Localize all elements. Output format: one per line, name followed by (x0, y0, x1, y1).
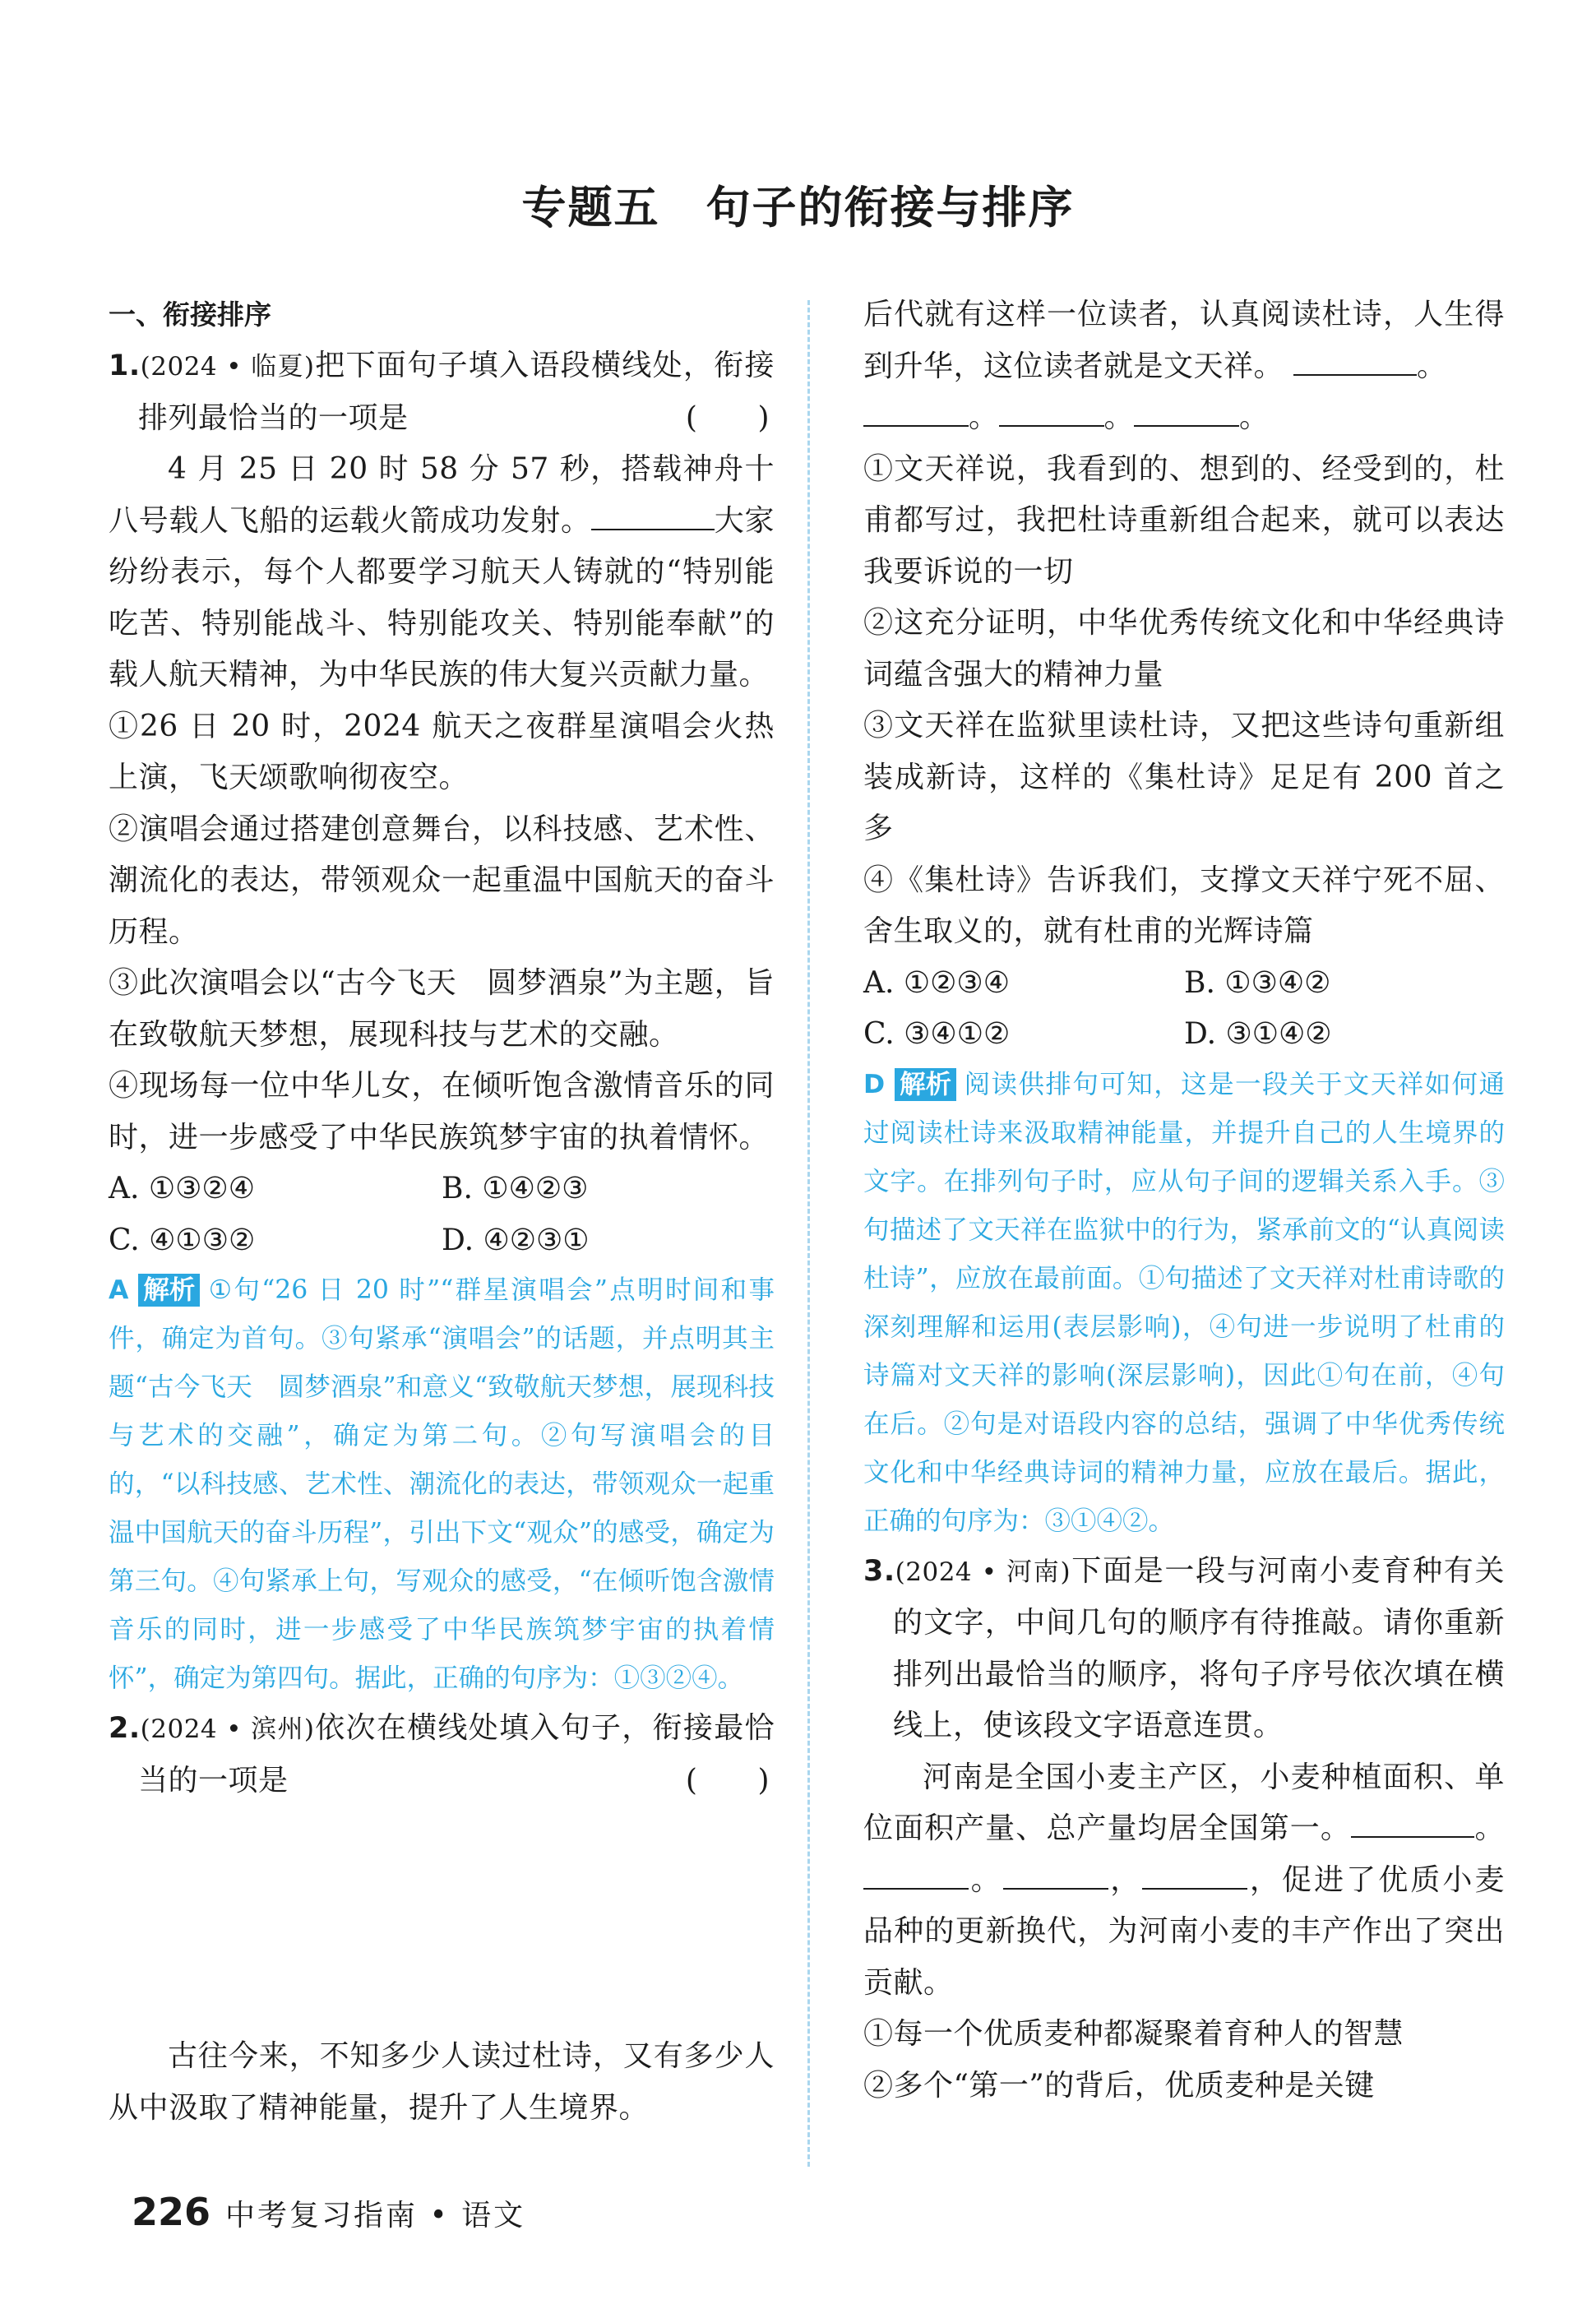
q2-blank-2[interactable] (999, 400, 1104, 427)
question-2 (109, 1703, 775, 1807)
q3-stem-line (863, 1546, 1505, 1752)
q2-passage-tail: 后代就有这样一位读者，认真阅读杜诗，人生得到升华，这位读者就是文天祥。 (863, 298, 1505, 383)
q2-passage-text: 古往今来，不知多少人读过杜诗，又有多少人从中汲取了精神能量，提升了人生境界。 (109, 2039, 775, 2125)
q1-analysis (109, 1266, 775, 1703)
question-3 (863, 1546, 1505, 2112)
q2-passage-left (109, 2031, 775, 2134)
q1-answer-paren[interactable]: ( ) (685, 400, 770, 435)
q3-passage-a: 河南是全国小麦主产区，小麦种植面积、单位面积产量、总产量均居全国第一。 (863, 1760, 1505, 1845)
q1-passage-a: 4 月 25 日 20 时 58 分 57 秒，搭载神舟十八号载人飞船的运载火箭成功发射。 (109, 452, 775, 538)
q2-sentence-1: ①文天祥说，我看到的、想到的、经受到的，杜甫都写过，我把杜诗重新组合起来，就可以表达我要诉说的一切 (863, 451, 1505, 589)
q1-stem: 把下面句子填入语段横线处，衔接排列最恰当的一项是 (138, 349, 775, 435)
q2-answer-paren[interactable]: ( ) (685, 1763, 770, 1797)
q3-source: (2024 • 河南) (895, 1557, 1071, 1587)
q1-source: (2024 • 临夏) (140, 352, 315, 382)
q2-sentence-2: ②这充分证明，中华优秀传统文化和中华经典诗词蕴含强大的精神力量 (863, 606, 1505, 692)
q1-sentence-4: ④现场每一位中华儿女，在倾听饱含激情音乐的同时，进一步感受了中华民族筑梦宇宙的执着情怀。 (109, 1069, 775, 1154)
q3-sentence-1: ①每一个优质麦种都凝聚着育种人的智慧 (863, 2017, 1404, 2051)
q1-sentence-3: ③此次演唱会以“古今飞天 圆梦酒泉”为主题，旨在致敬航天梦想，展现科技与艺术的交融。 (109, 966, 775, 1052)
q2-passage-start (109, 2031, 775, 2134)
q3-blank-2[interactable] (863, 1863, 969, 1890)
q2-blank-3[interactable] (1134, 400, 1239, 427)
q1-sentence-2: ②演唱会通过搭建创意舞台，以科技感、艺术性、潮流化的表达，带领观众一起重温中国航天的奋斗历程。 (109, 812, 775, 949)
section-heading: 一、衔接排序 (109, 298, 271, 331)
q1-passage (109, 444, 775, 701)
q1-option-c[interactable]: C. ④①③② (109, 1223, 256, 1257)
q2-blanks: 。 。 。 (863, 392, 1505, 444)
page-number: 226 (132, 2190, 211, 2234)
q1-option-b[interactable]: B. ①④②③ (442, 1172, 589, 1205)
q3-passage-b: 促进了优质小麦品种的更新换代，为河南小麦的丰产作出了突出贡献。 (863, 1862, 1505, 2000)
q3-passage: 河南是全国小麦主产区，小麦种植面积、单位面积产量、总产量均居全国第一。 。。 ， ，促进了优质小麦品种的更新换代，为河南小麦的丰产作出了突出贡献。 (863, 1760, 1505, 2000)
left-column (109, 289, 775, 1807)
q3-blank-1[interactable] (1351, 1811, 1474, 1838)
q2-number: 2. (109, 1712, 141, 1745)
q1-stem-line (109, 340, 775, 444)
q2-blank-0[interactable] (1293, 349, 1417, 376)
q3-blank-4[interactable] (1142, 1863, 1247, 1890)
q1-passage-b: 大家纷纷表示，每个人都要学习航天人铸就的“特别能吃苦、特别能战斗、特别能攻关、特别能奉献”的载人航天精神，为中华民族的伟大复兴贡献力量。 (109, 503, 775, 692)
q1-analysis-tag: 解析 (138, 1274, 200, 1307)
q2-stem-line (109, 1703, 775, 1807)
q2-source: (2024 • 滨州) (140, 1714, 315, 1744)
q2-analysis (863, 1061, 1505, 1546)
q2-blank-1[interactable] (863, 400, 969, 427)
q1-answer: A (109, 1275, 129, 1305)
right-column-content (863, 289, 1505, 2112)
q2-option-c[interactable]: C. ③④①② (863, 1017, 1011, 1051)
q1-analysis-text: ①句“26 日 20 时”“群星演唱会”点明时间和事件，确定为首句。③句紧承“演唱会”的话题，并点明其主题“古今飞天 圆梦酒泉”和意义“致敬航天梦想，展现科技与艺术的交融”，确定为第二句。②句写演唱会的目的，“以科技感、艺术性、潮流化的表达，带领观众一起重温中国航天的奋斗历程”，引出下文“观众”的感受，确定为第三句。④句紧承上句，写观众的感受，“在倾听饱含激情音乐的同时，进一步感受了中华民族筑梦宇宙的执着情怀”，确定为第四句。据此，正确的句序为：①③②④。 (109, 1275, 775, 1693)
q2-option-a[interactable]: A. ①②③④ (863, 965, 1010, 1000)
q1-sentence-1: ①26 日 20 时，2024 航天之夜群星演唱会火热上演，飞天颂歌响彻夜空。 (109, 709, 775, 794)
q3-blank-3[interactable] (1003, 1863, 1108, 1890)
question-1 (109, 340, 775, 1703)
q1-option-d[interactable]: D. ④②③① (442, 1223, 590, 1257)
q2-option-b[interactable]: B. ①③④② (1184, 965, 1331, 1000)
q1-blank[interactable] (591, 504, 715, 530)
q1-options (109, 1164, 775, 1266)
q2-sentence-4: ④《集杜诗》告诉我们，支撑文天祥宁死不屈、舍生取义的，就有杜甫的光辉诗篇 (863, 863, 1505, 948)
page-footer (132, 2187, 525, 2241)
q1-option-a[interactable]: A. ①③②④ (109, 1172, 255, 1205)
q2-option-d[interactable]: D. ③①④② (1184, 1017, 1332, 1051)
q2-analysis-text: 阅读供排句可知，这是一段关于文天祥如何通过阅读杜诗来汲取精神能量，并提升自己的人生境界的文字。在排列句子时，应从句子间的逻辑关系入手。③句描述了文天祥在监狱中的行为，紧承前文的“认真阅读杜诗”，应放在最前面。①句描述了文天祥对杜甫诗歌的深刻理解和运用(表层影响)，④句进一步说明了杜甫的诗篇对文天祥的影响(深层影响)，因此①句在前，④句在后。②句是对语段内容的总结，强调了中华优秀传统文化和中华经典诗词的精神力量，应放在最后。据此，正确的句序为：③①④②。 (863, 1069, 1505, 1536)
column-divider (807, 300, 810, 2167)
q2-answer: D (863, 1069, 886, 1099)
q3-sentence-2: ②多个“第一”的背后，优质麦种是关键 (863, 2068, 1375, 2103)
q3-number: 3. (863, 1554, 895, 1588)
q2-stem: 依次在横线处填入句子，衔接最恰当的一项是 (138, 1711, 775, 1797)
q1-number: 1. (109, 349, 141, 382)
q3-stem: 下面是一段与河南小麦育种有关的文字，中间几句的顺序有待推敲。请你重新排列出最恰当的顺序，将句子序号依次填在横线上，使该段文字语意连贯。 (893, 1553, 1505, 1742)
q2-sentence-3: ③文天祥在监狱里读杜诗，又把这些诗句重新组装成新诗，这样的《集杜诗》足足有 200 首之多 (863, 709, 1505, 845)
book-title: 中考复习指南 • 语文 (225, 2199, 526, 2232)
page-title: 专题五 句子的衔接与排序 (521, 182, 1075, 234)
q2-analysis-tag: 解析 (895, 1068, 956, 1101)
q2-options (863, 958, 1505, 1061)
q2-passage-continued: 后代就有这样一位读者，认真阅读杜诗，人生得到升华，这位读者就是文天祥。 。 (863, 298, 1505, 383)
